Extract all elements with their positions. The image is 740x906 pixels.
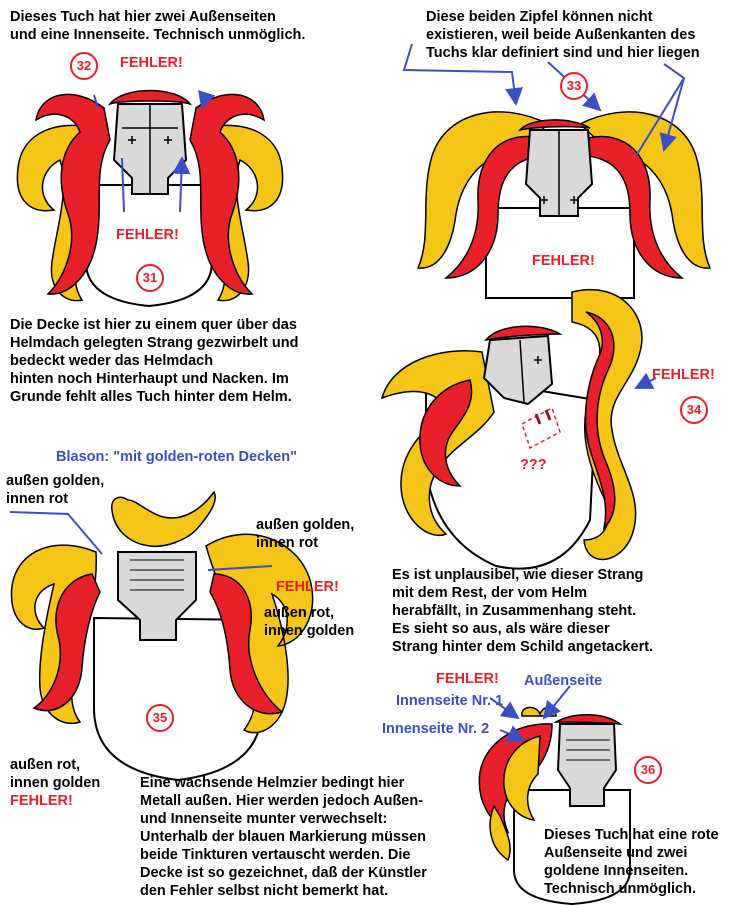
label-35-right-line-1: außen golden, [256, 517, 355, 533]
caption-36-line-1: Dieses Tuch hat eine rote [544, 827, 719, 843]
note-32-line-2: und eine Innenseite. Technisch unmöglich. [10, 27, 306, 43]
figure-34 [382, 290, 656, 569]
number-34: 34 [680, 396, 708, 424]
caption-36-line-4: Technisch unmöglich. [544, 881, 696, 897]
caption-34 [392, 566, 653, 656]
caption-34-line-5: Strang hinter dem Schild angetackert. [392, 639, 654, 655]
caption-31 [10, 316, 298, 406]
caption-31-line-1: Die Decke ist hier zu einem quer über das [10, 317, 297, 333]
error-label-33: FEHLER! [532, 253, 595, 269]
note-33-line-1: Diese beiden Zipfel können nicht [426, 9, 653, 25]
number-36: 36 [634, 756, 662, 784]
note-33 [426, 8, 700, 62]
label-35-right2 [264, 604, 354, 640]
note-32-line-1: Dieses Tuch hat hier zwei Außenseiten [10, 9, 276, 25]
label-35-left-line-1: außen golden, [6, 473, 105, 489]
number-35: 35 [146, 704, 174, 732]
error-label-31-mid: FEHLER! [116, 227, 179, 243]
error-label-35-bottom: FEHLER! [10, 793, 73, 809]
number-33: 33 [560, 72, 588, 100]
label-35-right-line-2: innen rot [256, 535, 319, 551]
label-35-bottom [10, 756, 100, 810]
caption-35-line-1: Eine wachsende Helmzier bedingt hier [140, 775, 405, 791]
crest-35 [112, 492, 215, 546]
caption-35-line-4: Unterhalb der blauen Markierung müssen [140, 829, 427, 845]
mantling-top-strand-31 [110, 91, 190, 105]
label-35-right2-line-2: innen golden [264, 623, 355, 639]
caption-31-line-2: Helmdach gelegten Strang gezwirbelt und [10, 335, 299, 351]
label-35-right [256, 516, 354, 552]
caption-34-line-3: herabfällt, in Zusammenhang steht. [392, 603, 637, 619]
caption-36 [544, 826, 719, 898]
caption-31-line-3: bedeckt weder das Helmdach [10, 353, 214, 369]
error-label-36: FEHLER! [436, 671, 499, 687]
inner-side-1-label-36: Innenseite Nr. 1 [396, 693, 504, 709]
caption-35-line-5: beide Tinkturen vertauscht werden. Die [140, 847, 411, 863]
caption-35-line-3: und Innenseite munter verwechselt: [140, 811, 388, 827]
caption-35 [140, 774, 427, 900]
caption-36-line-2: Außenseite und zwei [544, 845, 688, 861]
blazon-35: Blason: "mit golden-roten Decken" [56, 449, 297, 465]
label-35-left-line-2: innen rot [6, 491, 69, 507]
error-label-35-right: FEHLER! [276, 579, 339, 595]
label-35-left [6, 472, 104, 508]
error-label-32: FEHLER! [120, 55, 183, 71]
caption-34-line-4: Es sieht so aus, als wäre dieser [392, 621, 610, 637]
caption-35-line-7: den Fehler selbst nicht bemerkt hat. [140, 883, 389, 899]
note-32 [10, 8, 305, 44]
label-35-right2-line-1: außen rot, [264, 605, 335, 621]
caption-31-line-5: Grunde fehlt alles Tuch hinter dem Helm. [10, 389, 292, 405]
caption-36-line-3: goldene Innenseiten. [544, 863, 689, 879]
number-31: 31 [136, 264, 164, 292]
caption-35-line-2: Metall außen. Hier werden jedoch Außen- [140, 793, 424, 809]
question-34: ??? [520, 457, 547, 473]
outer-side-label-36: Außenseite [524, 673, 603, 689]
inner-side-2-label-36: Innenseite Nr. 2 [382, 721, 490, 737]
note-33-line-2: existieren, weil beide Außenkanten des [426, 27, 696, 43]
error-label-34: FEHLER! [652, 367, 715, 383]
caption-34-line-2: mit dem Rest, der vom Helm [392, 585, 587, 601]
note-33-line-3: Tuchs klar definiert sind und hier liegen [426, 45, 700, 61]
caption-31-line-4: hinten noch Hinterhaupt und Nacken. Im [10, 371, 289, 387]
caption-35-line-6: Decke ist so gezeichnet, daß der Künstler [140, 865, 427, 881]
label-35-bottom-line-1: außen rot, [10, 757, 81, 773]
label-35-bottom-line-2: innen golden [10, 775, 101, 791]
caption-34-line-1: Es ist unplausibel, wie dieser Strang [392, 567, 644, 583]
number-32: 32 [70, 52, 98, 80]
